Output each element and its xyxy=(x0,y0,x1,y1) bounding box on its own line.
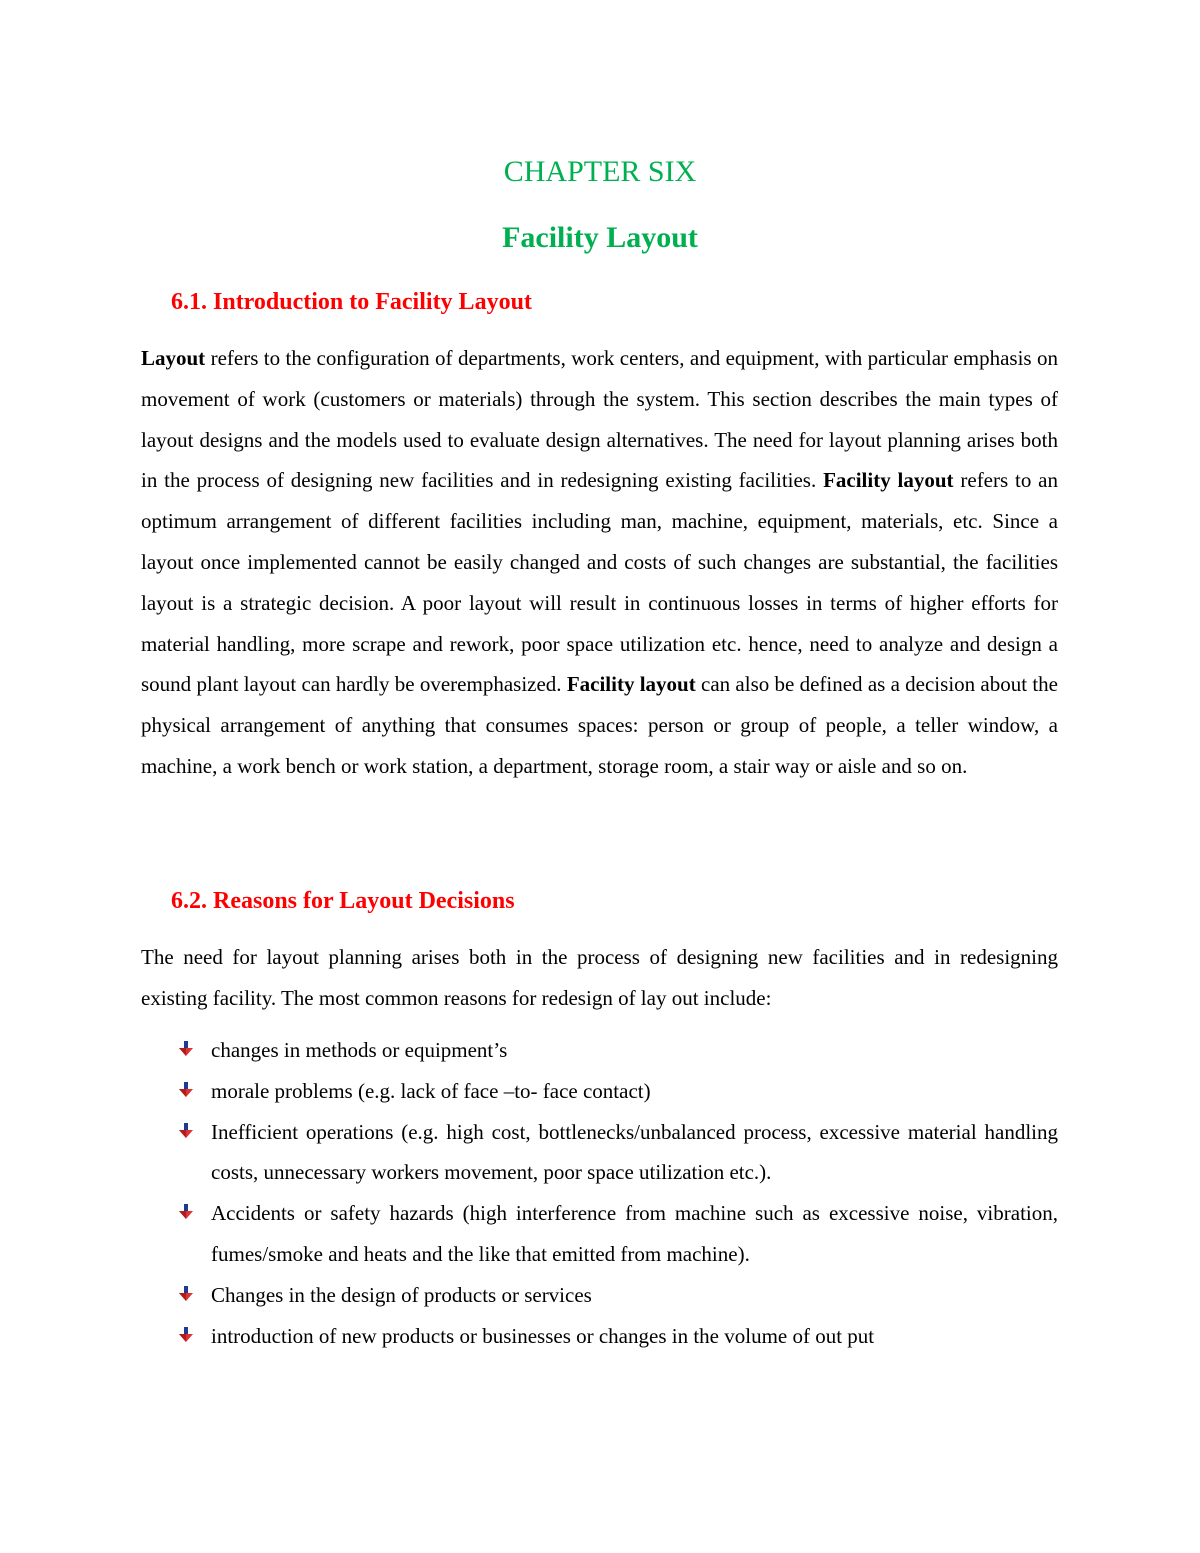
list-item xyxy=(141,1193,1058,1275)
list-item xyxy=(141,1316,1058,1357)
reasons-intro-paragraph: The need for layout planning arises both in the process of designing new facilities and in redesigning existing facility. The most common reasons for redesign of lay out include: xyxy=(141,945,1058,1010)
term-facility-layout: Facility layout xyxy=(823,468,954,493)
intro-paragraph xyxy=(141,338,1058,787)
section-heading-intro: 6.1. Introduction to Facility Layout xyxy=(171,289,532,315)
intro-text-3: can also be defined as a decision about the physical arrangement of anything that consumes spaces: person or group of people, a teller window, a machine, a work bench or work station, a department, storage room, a stair way or aisle and so on. xyxy=(141,672,1058,778)
down-arrow-icon xyxy=(177,1203,195,1221)
list-item-text: introduction of new products or businesses or changes in the volume of out put xyxy=(211,1323,875,1348)
down-arrow-icon xyxy=(177,1285,195,1303)
down-arrow-icon xyxy=(177,1122,195,1140)
term-layout: Layout xyxy=(141,346,206,370)
down-arrow-icon xyxy=(177,1040,195,1058)
intro-text-1: refers to the configuration of departments, work centers, and equipment, with particular emphasis on movement of work (customers or materials) through the system. This section describes the main types of layout designs and the models used to evaluate design alternatives. The need for layout planning arises both in the process of designing new facilities and in redesigning existing facilities. xyxy=(141,346,1058,493)
chapter-subtitle: Facility Layout xyxy=(502,221,698,254)
reasons-list xyxy=(141,1030,1058,1356)
list-item xyxy=(141,1275,1058,1316)
list-item-text: Changes in the design of products or services xyxy=(211,1282,592,1307)
down-arrow-icon xyxy=(177,1081,195,1099)
list-item-text: changes in methods or equipment’s xyxy=(211,1038,508,1062)
down-arrow-icon xyxy=(177,1326,195,1344)
list-item-text: morale problems (e.g. lack of face –to- face contact) xyxy=(211,1078,651,1103)
chapter-title: CHAPTER SIX xyxy=(503,155,697,188)
intro-text-2: refers to an optimum arrangement of different facilities including man, machine, equipment, materials, etc. Since a layout once implemented cannot be easily changed and costs of such changes are substantial, the facilities layout is a strategic decision. A poor layout will result in continuous losses in terms of higher efforts for material handling, more scrape and rework, poor space utilization etc. hence, need to analyze and design a sound plant layout can hardly be overemphasized. xyxy=(141,468,1058,697)
list-item-text: Accidents or safety hazards (high interference from machine such as excessive noise, vibration, fumes/smoke and heats and the like that emitted from machine). xyxy=(211,1201,1058,1266)
list-item-text: Inefficient operations (e.g. high cost, bottlenecks/unbalanced process, excessive material handling costs, unnecessary workers movement, poor space utilization etc.). xyxy=(211,1119,1058,1185)
list-item xyxy=(141,1112,1058,1194)
list-item xyxy=(141,1071,1058,1112)
term-facility-layout-2: Facility layout xyxy=(566,672,696,697)
section-heading-reasons: 6.2. Reasons for Layout Decisions xyxy=(171,888,515,914)
list-item xyxy=(141,1030,1058,1071)
